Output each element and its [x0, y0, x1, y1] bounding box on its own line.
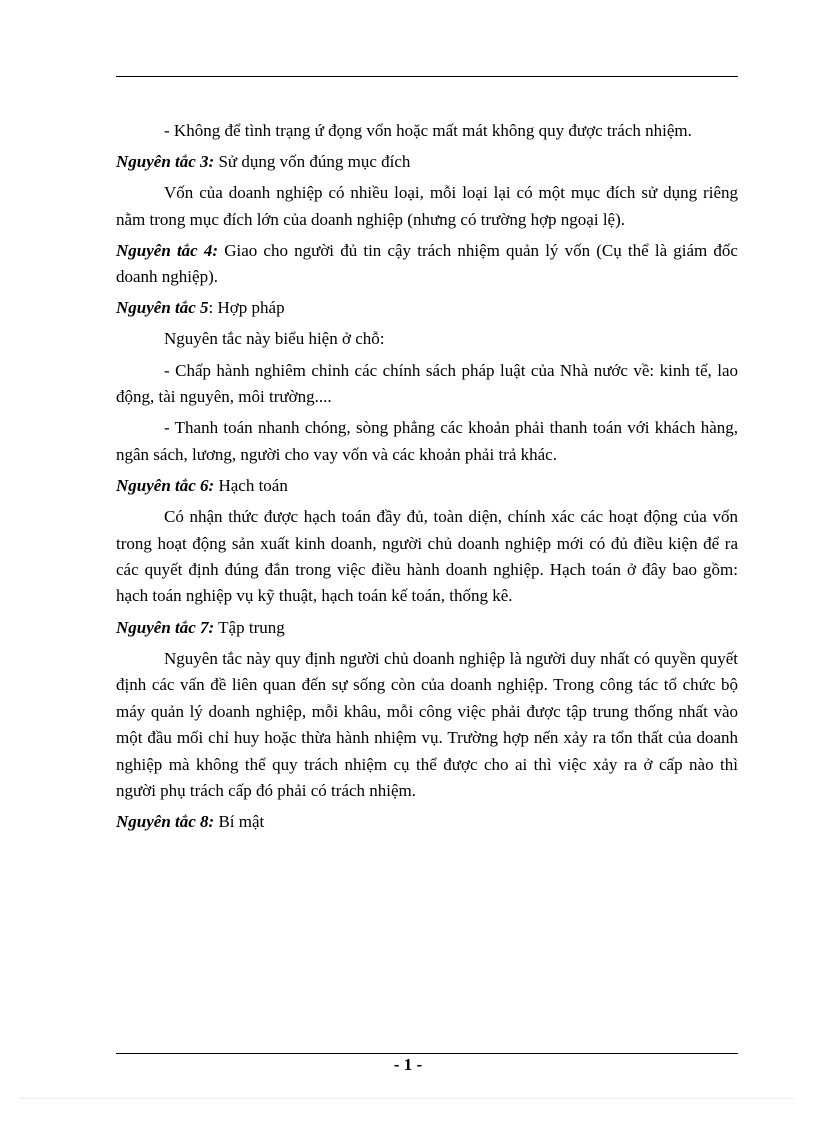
page-number: - 1 -: [393, 1055, 423, 1074]
principle-title: Giao cho người đủ tin cậy trách nhiệm quản lý vốn (Cụ thể là giám đốc doanh nghiệp).: [116, 241, 738, 287]
page-edge-dots: [20, 1098, 796, 1099]
principle-label: Nguyên tắc 5: [116, 298, 209, 318]
principle-title: : Hợp pháp: [208, 298, 285, 318]
paragraph: Vốn của doanh nghiệp có nhiều loại, mỗi loại lại có một mục đích sử dụng riêng nằm trong mục đích lớn của doanh nghiệp (nhưng có trường hợp ngoại lệ).: [116, 183, 738, 229]
principle-label: Nguyên tắc 6:: [116, 476, 215, 496]
paragraph: - Chấp hành nghiêm chỉnh các chính sách pháp luật của Nhà nước về: kinh tế, lao động, tài nguyên, môi trường....: [116, 360, 738, 407]
paragraph: Nguyên tắc này quy định người chủ doanh nghiệp là người duy nhất có quyền quyết định các vấn đề liên quan đến sự sống còn của doanh nghiệp. Trong công tác tổ chức bộ máy quản lý doanh nghiệp, mỗi khâu, mỗi công việc phải được tập trung thống nhất vào một đầu mối chỉ huy hoặc thừa hành nhiệm vụ. Trường hợp nến xảy ra tổn thất của doanh nghiệp mà không thể quy trách nhiệm cụ thể được cho ai thì việc xảy ra ở cấp nào thì người phụ trách cấp đó phải có trách nhiệm.: [116, 648, 738, 800]
document-body: [116, 118, 738, 835]
principle-label: Nguyên tắc 3:: [116, 152, 215, 172]
principle-8-heading: [116, 809, 738, 835]
principle-title: Hạch toán: [214, 476, 288, 496]
principle-3-heading: [116, 149, 738, 175]
paragraph: - Thanh toán nhanh chóng, sòng phẳng các khoản phải thanh toán với khách hàng, ngân sách, lương, người cho vay vốn và các khoản phải trả khác.: [116, 418, 738, 464]
paragraph: Có nhận thức được hạch toán đầy đủ, toàn diện, chính xác các hoạt động của vốn trong hoạt động sản xuất kinh doanh, người chủ doanh nghiệp mới có đủ điều kiện để ra các quyết định đúng đắn trong việc điều hành doanh nghiệp. Hạch toán ở đây bao gồm: hạch toán nghiệp vụ kỹ thuật, hạch toán kế toán, thống kê.: [116, 507, 738, 606]
principle-label: Nguyên tắc 4:: [116, 241, 219, 261]
principle-title: Sử dụng vốn đúng mục đích: [214, 152, 411, 172]
paragraph: Nguyên tắc này biểu hiện ở chỗ:: [164, 329, 385, 349]
paragraph: - Không để tình trạng ứ đọng vốn hoặc mất mát không quy được trách nhiệm.: [164, 121, 692, 140]
principle-4-heading: [116, 238, 738, 290]
principle-label: Nguyên tắc 7:: [116, 617, 215, 637]
principle-7-heading: [116, 615, 738, 641]
principle-5-heading: [116, 295, 738, 321]
header-rule: [116, 76, 738, 77]
principle-title: Tập trung: [214, 617, 285, 637]
principle-6-heading: [116, 473, 738, 499]
principle-title: Bí mật: [214, 812, 265, 832]
principle-label: Nguyên tắc 8:: [116, 812, 215, 832]
